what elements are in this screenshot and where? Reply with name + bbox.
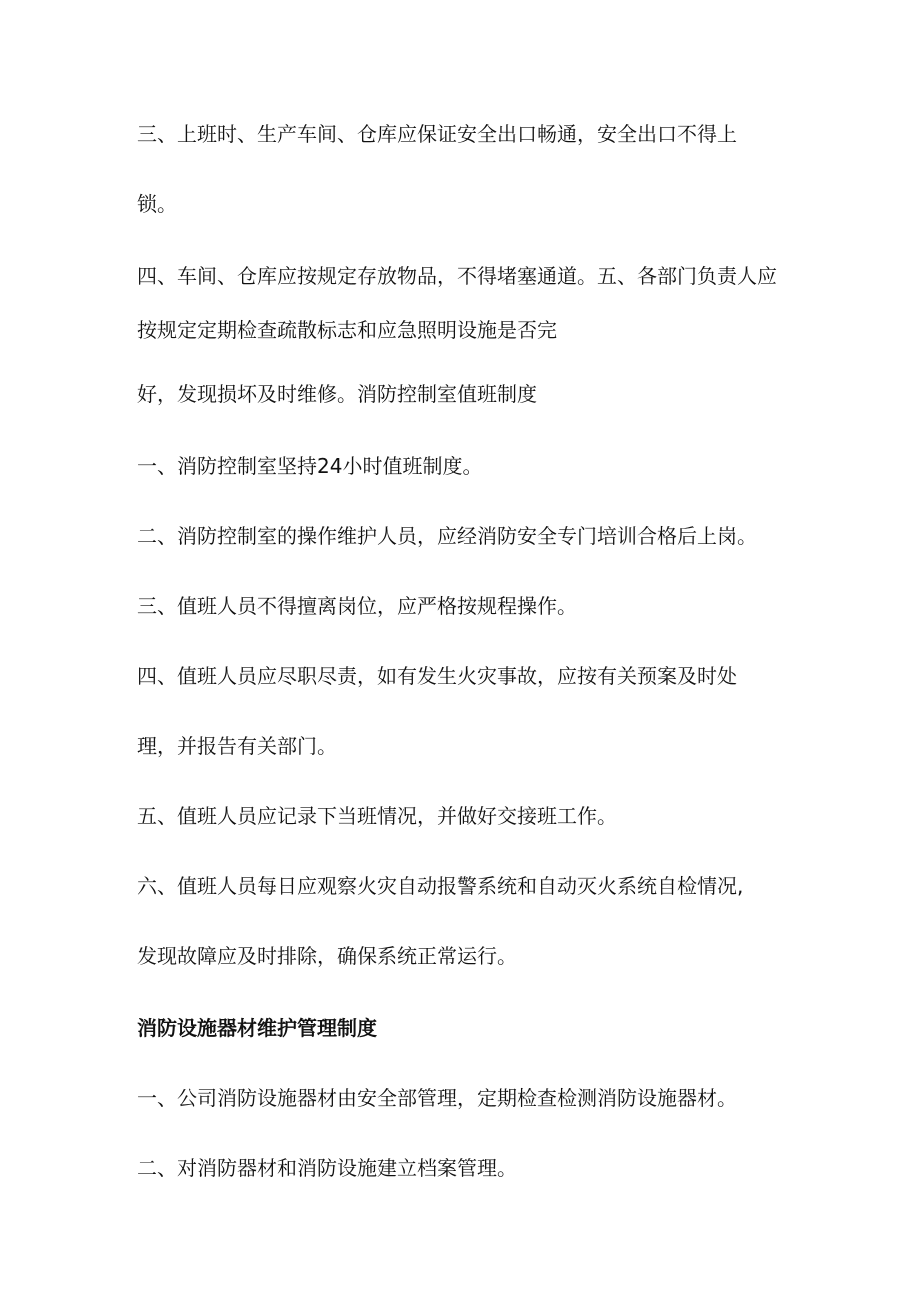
paragraph-line: 五、值班人员应记录下当班情况，并做好交接班工作。 — [137, 804, 617, 828]
paragraph-line: 理，并报告有关部门。 — [137, 734, 337, 758]
paragraph-line: 三、上班时、生产车间、仓库应保证安全出口畅通，安全出口不得上 — [137, 122, 737, 146]
paragraph-line: 锁。 — [137, 192, 177, 216]
paragraph-line: 六、值班人员每日应观察火灾自动报警系统和自动灭火系统自检情况, — [137, 874, 744, 898]
paragraph-line: 一、公司消防设施器材由安全部管理，定期检查检测消防设施器材。 — [137, 1086, 737, 1110]
paragraph-line: 二、对消防器材和消防设施建立档案管理。 — [137, 1156, 517, 1180]
paragraph-line: 发现故障应及时排除，确保系统正常运行。 — [137, 944, 517, 968]
paragraph-line: 三、值班人员不得擅离岗位，应严格按规程操作。 — [137, 594, 577, 618]
paragraph-line: 好，发现损坏及时维修。消防控制室值班制度 — [137, 382, 537, 406]
section-heading: 消防设施器材维护管理制度 — [137, 1016, 377, 1040]
paragraph-line: 四、车间、仓库应按规定存放物品，不得堵塞通道。五、各部门负责人应 — [137, 264, 777, 288]
paragraph-line: 按规定定期检查疏散标志和应急照明设施是否完 — [137, 318, 557, 342]
paragraph-line: 二、消防控制室的操作维护人员，应经消防安全专门培训合格后上岗。 — [137, 524, 757, 548]
paragraph-line: 一、消防控制室坚持24小时值班制度。 — [137, 454, 483, 478]
paragraph-line: 四、值班人员应尽职尽责，如有发生火灾事故，应按有关预案及时处 — [137, 664, 737, 688]
